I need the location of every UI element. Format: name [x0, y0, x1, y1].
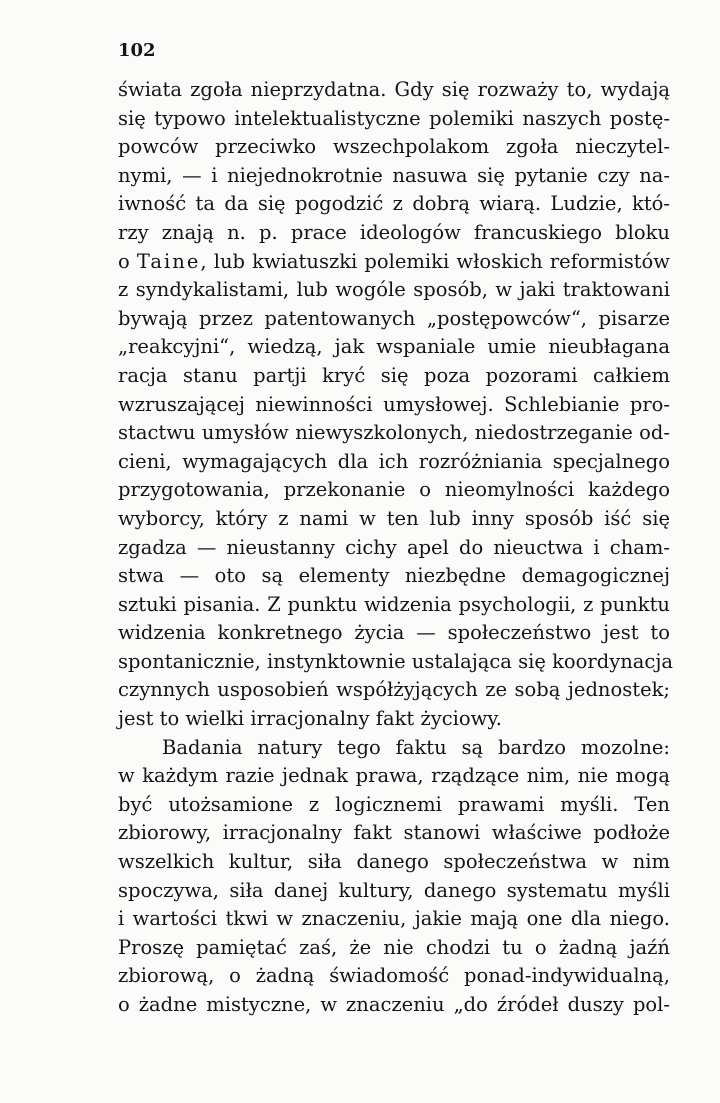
- text-fragment: , lub kwiatuszki polemiki włoskich reformistów: [200, 249, 670, 273]
- text-line: bywają przez patentowanych „postępowców“, pisarze: [118, 306, 670, 330]
- text-line: iwność ta da się pogodzić z dobrą wiarą. Ludzie, któ-: [118, 192, 670, 216]
- text-line: wzruszającej niewinności umysłowej. Schlebianie pro-: [118, 392, 670, 416]
- text-line: spoczywa, siła danej kultury, danego systematu myśli: [118, 878, 670, 902]
- text-line: widzenia konkretnego życia — społeczeństwo jest to: [118, 621, 670, 645]
- text-line: stactwu umysłów niewyszkolonych, niedostrzeganie od-: [118, 421, 670, 445]
- text-fragment: o: [118, 249, 137, 273]
- body-text: [118, 76, 673, 1020]
- paragraph-first-line: Badania natury tego faktu są bardzo mozolne:: [162, 735, 670, 759]
- text-line: z syndykalistami, lub wogóle sposób, w jaki traktowani: [118, 278, 670, 302]
- page-number: 102: [118, 40, 156, 61]
- text-line: w każdym razie jednak prawa, rządzące nim, nie mogą: [118, 764, 670, 788]
- text-line: przygotowania, przekonanie o nieomylności każdego: [118, 478, 670, 502]
- text-line: rzy znają n. p. prace ideologów francuskiego bloku: [118, 220, 670, 244]
- text-line: zbiorowy, irracjonalny fakt stanowi właściwe podłoże: [118, 821, 670, 845]
- text-line: być utożsamione z logicznemi prawami myśli. Ten: [118, 792, 670, 816]
- paragraph-last-line: jest to wielki irracjonalny fakt życiowy.: [118, 707, 502, 731]
- text-line: zbiorową, o żadną świadomość ponad-indywidualną,: [118, 964, 670, 988]
- text-line: się typowo intelektualistyczne polemiki naszych postę-: [118, 106, 670, 130]
- text-line: i wartości tkwi w znaczeniu, jakie mają one dla niego.: [118, 907, 670, 931]
- text-line: powców przeciwko wszechpolakom zgoła nieczytel-: [118, 135, 670, 159]
- text-line: świata zgoła nieprzydatna. Gdy się rozważy to, wydają: [118, 78, 670, 101]
- text-line: racja stanu partji kryć się poza pozorami całkiem: [118, 363, 670, 387]
- emphasized-name: Taine: [136, 249, 201, 273]
- text-line: sztuki pisania. Z punktu widzenia psychologii, z punktu: [118, 592, 670, 616]
- text-line: „reakcyjni“, wiedzą, jak wspaniale umie nieubłagana: [118, 335, 670, 359]
- text-line: [118, 248, 670, 277]
- text-line: cieni, wymagających dla ich rozróżniania specjalnego: [118, 449, 670, 473]
- text-line: wyborcy, który z nami w ten lub inny sposób iść się: [118, 506, 670, 530]
- text-line: zgadza — nieustanny cichy apel do nieuctwa i cham-: [118, 535, 670, 559]
- text-line: nymi, — i niejednokrotnie nasuwa się pytanie czy na-: [118, 163, 670, 187]
- text-line: Proszę pamiętać zaś, że nie chodzi tu o żadną jaźń: [118, 935, 670, 959]
- text-line: wszelkich kultur, siła danego społeczeństwa w nim: [118, 850, 670, 874]
- text-line: czynnych usposobień współżyjących ze sobą jednostek;: [118, 678, 670, 702]
- text-line: o żadne mistyczne, w znaczeniu „do źródeł duszy pol-: [118, 993, 670, 1016]
- text-line: stwa — oto są elementy niezbędne demagogicznej: [118, 564, 670, 588]
- text-line: spontanicznie, instynktownie ustalająca się koordynacja: [118, 649, 673, 673]
